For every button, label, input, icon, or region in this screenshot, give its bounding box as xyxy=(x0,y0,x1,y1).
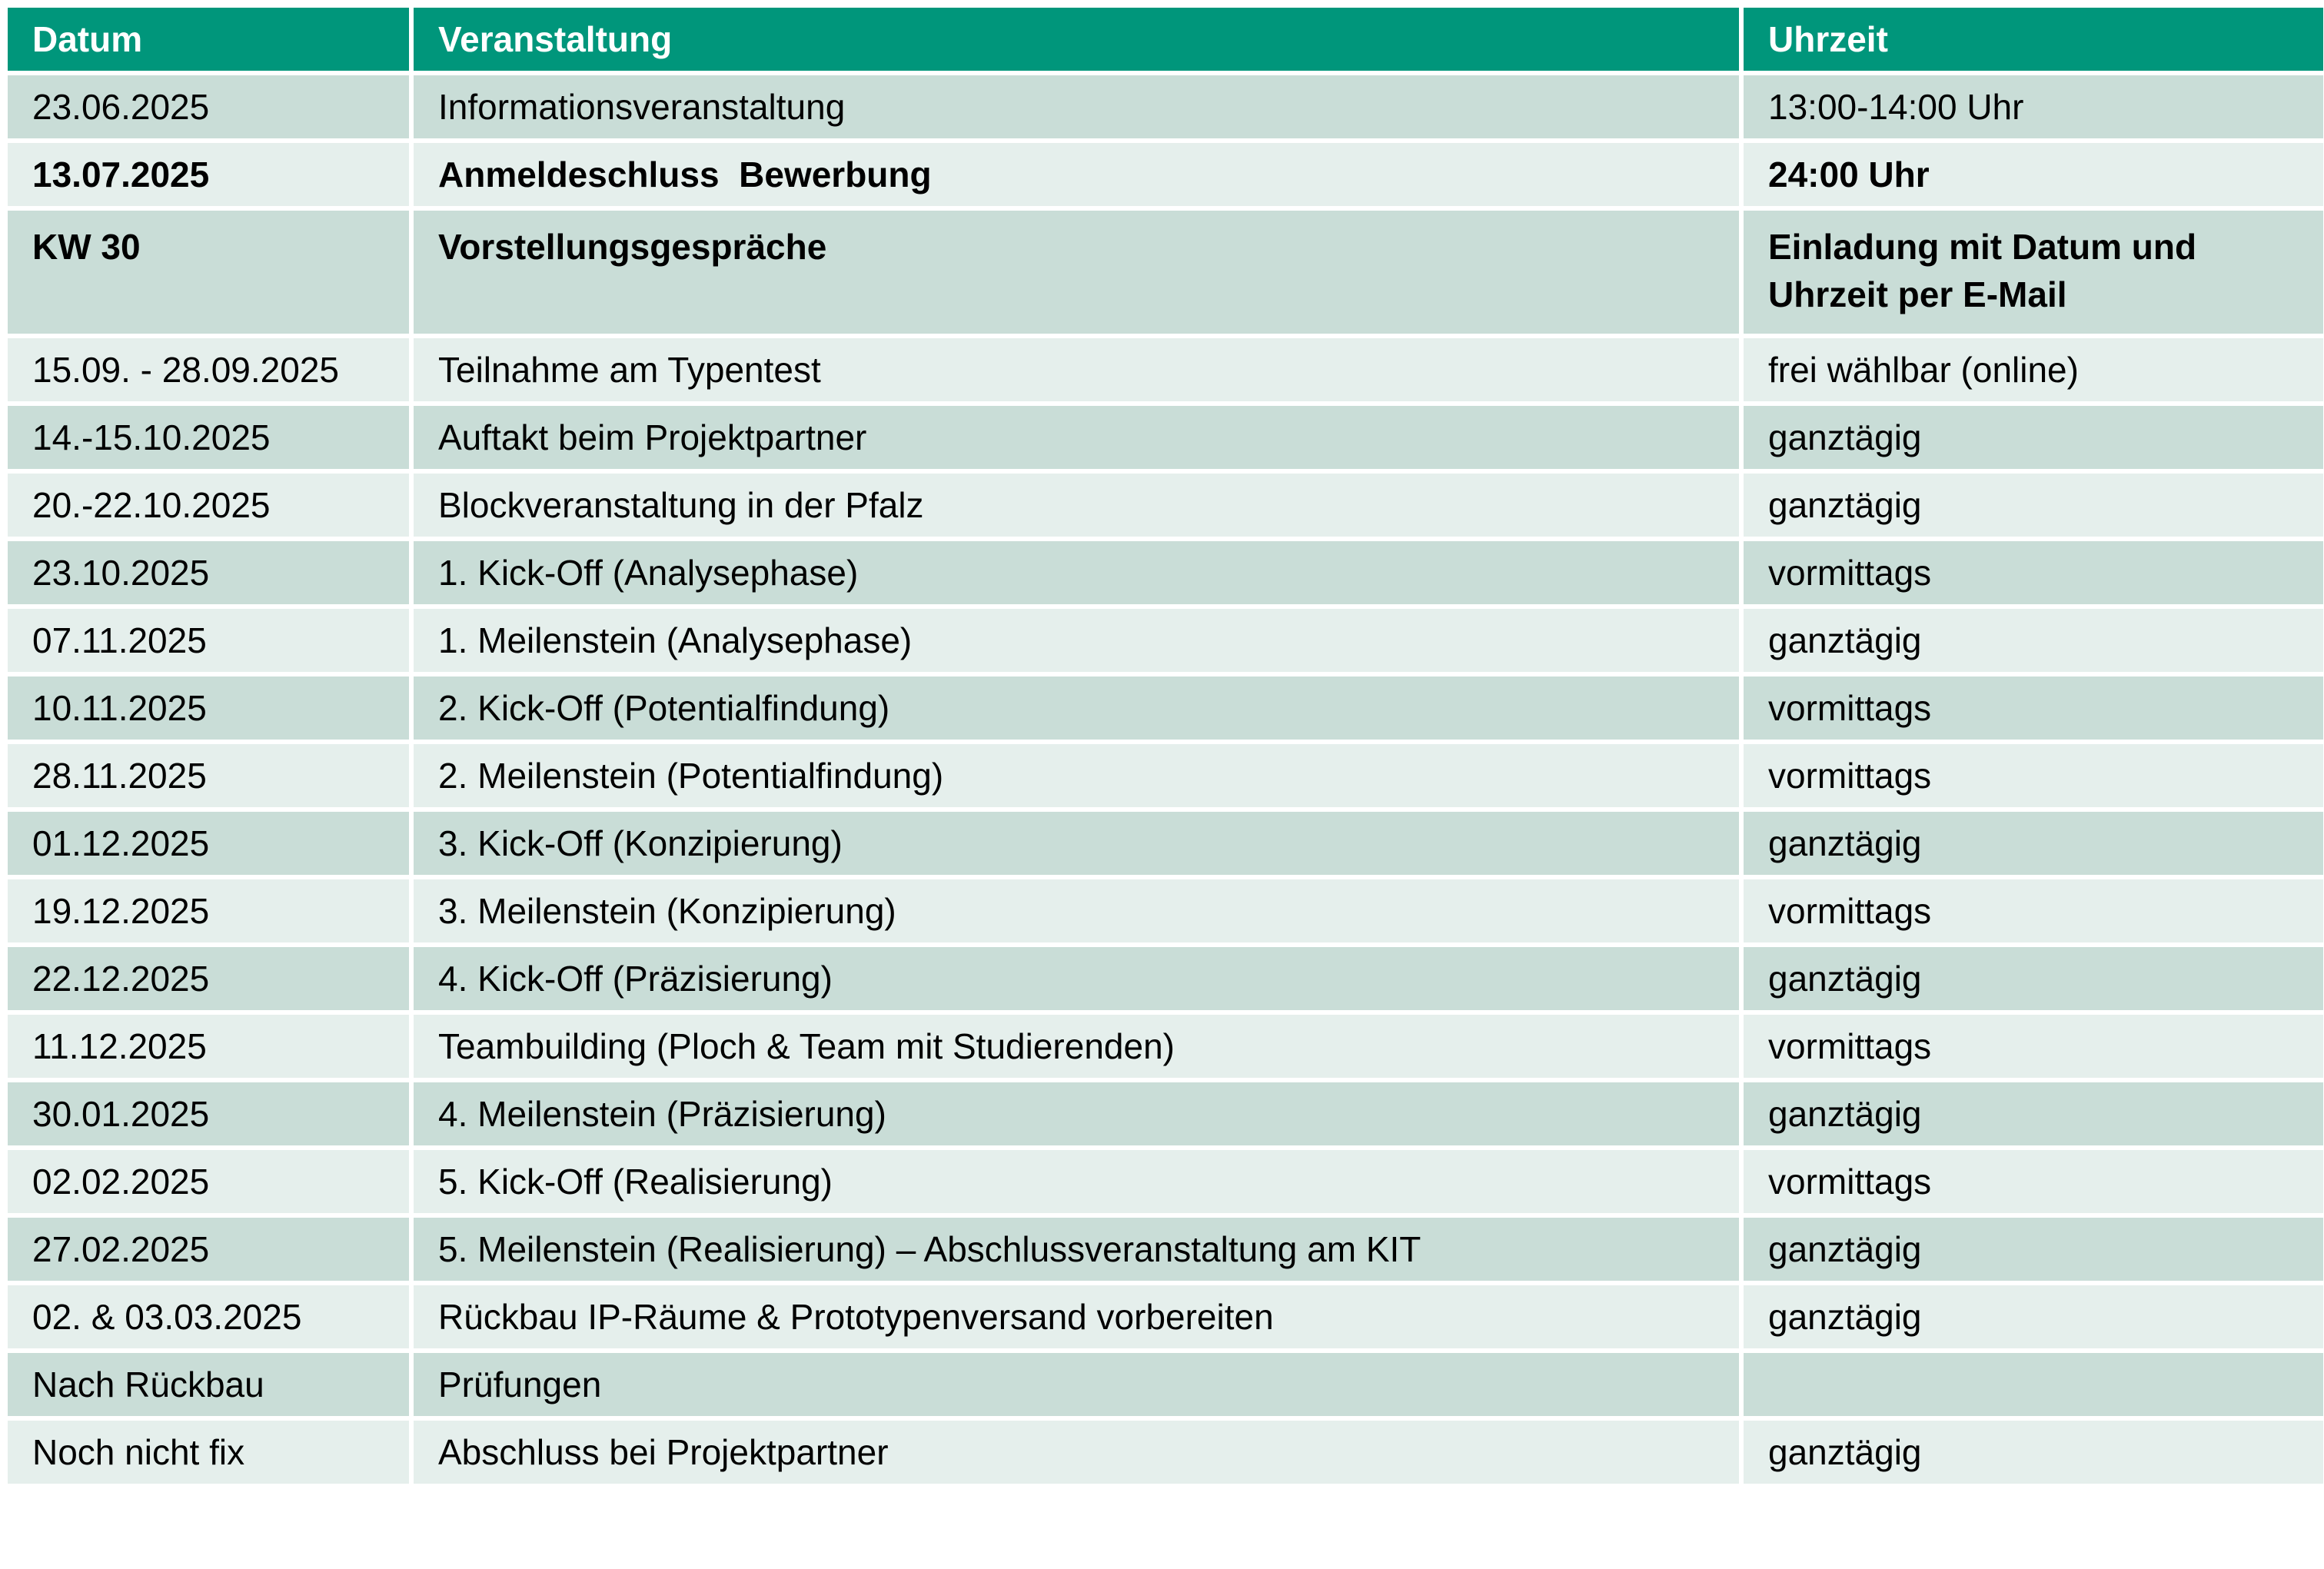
date-cell: 02. & 03.03.2025 xyxy=(5,1283,411,1351)
time-cell: Einladung mit Datum und Uhrzeit per E-Mail xyxy=(1741,208,2324,336)
table-row xyxy=(5,1351,2324,1418)
date-cell: 13.07.2025 xyxy=(5,141,411,208)
header-row xyxy=(5,5,2324,73)
schedule-table xyxy=(3,3,2324,1488)
date-cell: Nach Rückbau xyxy=(5,1351,411,1418)
date-cell: 28.11.2025 xyxy=(5,742,411,809)
date-cell: 30.01.2025 xyxy=(5,1080,411,1148)
time-cell: vormittags xyxy=(1741,877,2324,945)
table-row xyxy=(5,1215,2324,1283)
table-row xyxy=(5,208,2324,336)
time-cell: frei wählbar (online) xyxy=(1741,336,2324,404)
date-cell: 11.12.2025 xyxy=(5,1012,411,1080)
date-cell: 23.10.2025 xyxy=(5,539,411,607)
event-cell: Informationsveranstaltung xyxy=(411,73,1741,141)
column-header-time: Uhrzeit xyxy=(1741,5,2324,73)
event-cell: Anmeldeschluss Bewerbung xyxy=(411,141,1741,208)
event-cell: Prüfungen xyxy=(411,1351,1741,1418)
table-row xyxy=(5,1418,2324,1486)
time-cell: ganztägig xyxy=(1741,1283,2324,1351)
table-row xyxy=(5,73,2324,141)
event-cell: 2. Kick-Off (Potentialfindung) xyxy=(411,674,1741,742)
time-cell: ganztägig xyxy=(1741,809,2324,877)
date-cell: 15.09. - 28.09.2025 xyxy=(5,336,411,404)
time-cell: vormittags xyxy=(1741,1148,2324,1215)
event-cell: 2. Meilenstein (Potentialfindung) xyxy=(411,742,1741,809)
table-row xyxy=(5,1012,2324,1080)
date-cell: 02.02.2025 xyxy=(5,1148,411,1215)
date-cell: 20.-22.10.2025 xyxy=(5,471,411,539)
event-cell: 3. Meilenstein (Konzipierung) xyxy=(411,877,1741,945)
table-row xyxy=(5,1148,2324,1215)
column-header-event: Veranstaltung xyxy=(411,5,1741,73)
event-cell: 3. Kick-Off (Konzipierung) xyxy=(411,809,1741,877)
time-cell: ganztägig xyxy=(1741,1215,2324,1283)
event-cell: 4. Kick-Off (Präzisierung) xyxy=(411,945,1741,1012)
time-cell: vormittags xyxy=(1741,674,2324,742)
event-cell: Abschluss bei Projektpartner xyxy=(411,1418,1741,1486)
time-cell: ganztägig xyxy=(1741,1080,2324,1148)
event-cell: 5. Meilenstein (Realisierung) – Abschlussveranstaltung am KIT xyxy=(411,1215,1741,1283)
table-row xyxy=(5,674,2324,742)
time-cell: ganztägig xyxy=(1741,1418,2324,1486)
table-row xyxy=(5,141,2324,208)
table-row xyxy=(5,607,2324,674)
time-cell xyxy=(1741,1351,2324,1418)
table-row xyxy=(5,1283,2324,1351)
table-row xyxy=(5,945,2324,1012)
date-cell: 14.-15.10.2025 xyxy=(5,404,411,471)
table-row xyxy=(5,877,2324,945)
event-cell: 4. Meilenstein (Präzisierung) xyxy=(411,1080,1741,1148)
date-cell: 22.12.2025 xyxy=(5,945,411,1012)
date-cell: 23.06.2025 xyxy=(5,73,411,141)
event-cell: Teambuilding (Ploch & Team mit Studierenden) xyxy=(411,1012,1741,1080)
date-cell: 07.11.2025 xyxy=(5,607,411,674)
table-row xyxy=(5,471,2324,539)
table-row xyxy=(5,539,2324,607)
event-cell: Rückbau IP-Räume & Prototypenversand vorbereiten xyxy=(411,1283,1741,1351)
event-cell: Auftakt beim Projektpartner xyxy=(411,404,1741,471)
table-row xyxy=(5,1080,2324,1148)
event-cell: Teilnahme am Typentest xyxy=(411,336,1741,404)
event-cell: Vorstellungsgespräche xyxy=(411,208,1741,336)
event-cell: 5. Kick-Off (Realisierung) xyxy=(411,1148,1741,1215)
date-cell: Noch nicht fix xyxy=(5,1418,411,1486)
time-cell: ganztägig xyxy=(1741,945,2324,1012)
date-cell: 10.11.2025 xyxy=(5,674,411,742)
time-cell: vormittags xyxy=(1741,742,2324,809)
time-cell: ganztägig xyxy=(1741,404,2324,471)
date-cell: 19.12.2025 xyxy=(5,877,411,945)
date-cell: 01.12.2025 xyxy=(5,809,411,877)
time-cell: 24:00 Uhr xyxy=(1741,141,2324,208)
time-cell: ganztägig xyxy=(1741,471,2324,539)
time-cell: ganztägig xyxy=(1741,607,2324,674)
table-row xyxy=(5,336,2324,404)
table-row xyxy=(5,404,2324,471)
date-cell: KW 30 xyxy=(5,208,411,336)
table-row xyxy=(5,742,2324,809)
time-cell: 13:00-14:00 Uhr xyxy=(1741,73,2324,141)
event-cell: 1. Meilenstein (Analysephase) xyxy=(411,607,1741,674)
event-cell: Blockveranstaltung in der Pfalz xyxy=(411,471,1741,539)
table-row xyxy=(5,809,2324,877)
time-cell: vormittags xyxy=(1741,1012,2324,1080)
date-cell: 27.02.2025 xyxy=(5,1215,411,1283)
event-cell: 1. Kick-Off (Analysephase) xyxy=(411,539,1741,607)
column-header-date: Datum xyxy=(5,5,411,73)
time-cell: vormittags xyxy=(1741,539,2324,607)
